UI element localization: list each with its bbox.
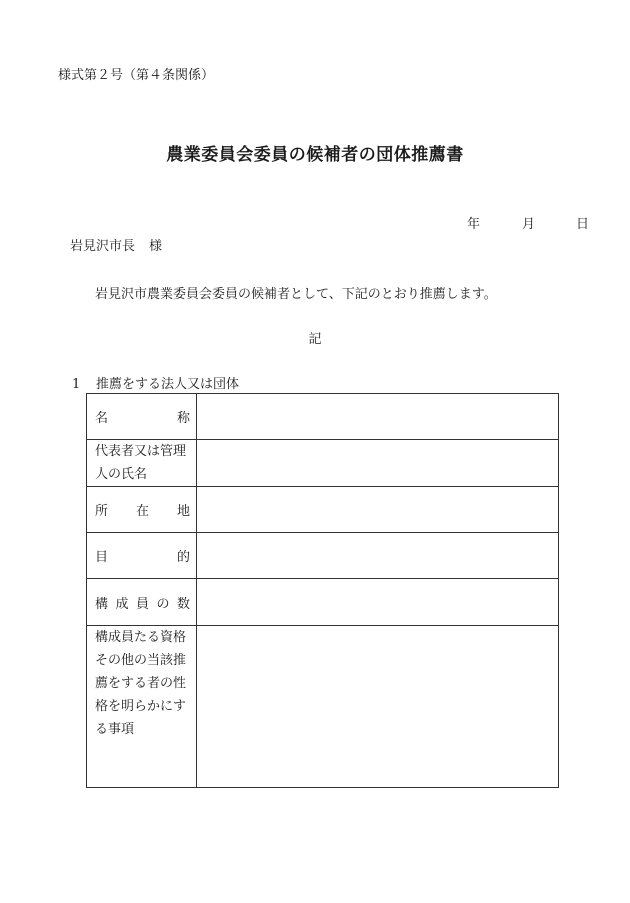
table-row bbox=[87, 487, 559, 533]
addressee-honorific: 様 bbox=[149, 239, 163, 254]
label-char: 構 bbox=[95, 596, 109, 612]
row-value-member-count[interactable] bbox=[197, 579, 559, 626]
label-char: 地 bbox=[176, 504, 190, 519]
label-char: 所 bbox=[95, 504, 109, 519]
label-char: 目 bbox=[95, 550, 109, 565]
form-number: 様式第２号（第４条関係） bbox=[58, 68, 215, 83]
date-year-label: 年 bbox=[467, 217, 481, 232]
recommendation-table bbox=[86, 393, 559, 788]
row-value-representative[interactable] bbox=[197, 440, 559, 487]
table-row bbox=[87, 440, 559, 487]
row-label-member-qualification bbox=[87, 626, 197, 788]
label-char: 称 bbox=[176, 411, 190, 426]
document-title: 農業委員会委員の候補者の団体推薦書 bbox=[166, 145, 464, 165]
row-value-address[interactable] bbox=[197, 487, 559, 533]
row-label-member-count bbox=[87, 579, 197, 626]
spread-label bbox=[95, 500, 190, 519]
section-heading bbox=[72, 373, 239, 392]
label-text: 代表者又は管理人の氏名 bbox=[95, 444, 187, 482]
table-row bbox=[87, 394, 559, 440]
label-char: 員 bbox=[135, 596, 149, 612]
spread-label bbox=[95, 407, 190, 426]
row-value-purpose[interactable] bbox=[197, 533, 559, 579]
spread-label bbox=[95, 546, 190, 565]
row-label-purpose bbox=[87, 533, 197, 579]
label-char: の bbox=[156, 596, 170, 612]
label-char: 在 bbox=[135, 504, 149, 519]
ki-heading: 記 bbox=[308, 332, 322, 347]
section-title: 推薦をする法人又は団体 bbox=[96, 377, 240, 392]
label-char: 名 bbox=[95, 411, 109, 426]
body-text: 岩見沢市農業委員会委員の候補者として、下記のとおり推薦します。 bbox=[95, 287, 497, 302]
row-label-representative bbox=[87, 440, 197, 487]
addressee-name: 岩見沢市長 bbox=[70, 239, 136, 254]
row-label-address bbox=[87, 487, 197, 533]
date-day-label: 日 bbox=[576, 217, 590, 232]
label-char: 的 bbox=[176, 550, 190, 565]
addressee bbox=[70, 235, 162, 254]
label-text: 構成員たる資格その他の当該推薦をする者の性格を明らかにする事項 bbox=[95, 630, 187, 737]
table-row bbox=[87, 626, 559, 788]
row-value-name[interactable] bbox=[197, 394, 559, 440]
table-row bbox=[87, 533, 559, 579]
row-label-name bbox=[87, 394, 197, 440]
label-char: 成 bbox=[115, 596, 129, 612]
table-row bbox=[87, 579, 559, 626]
row-value-member-qualification[interactable] bbox=[197, 626, 559, 788]
section-number: 1 bbox=[72, 377, 81, 392]
date-month-label: 月 bbox=[522, 217, 536, 232]
spread-label bbox=[95, 593, 190, 612]
label-char: 数 bbox=[176, 596, 190, 612]
